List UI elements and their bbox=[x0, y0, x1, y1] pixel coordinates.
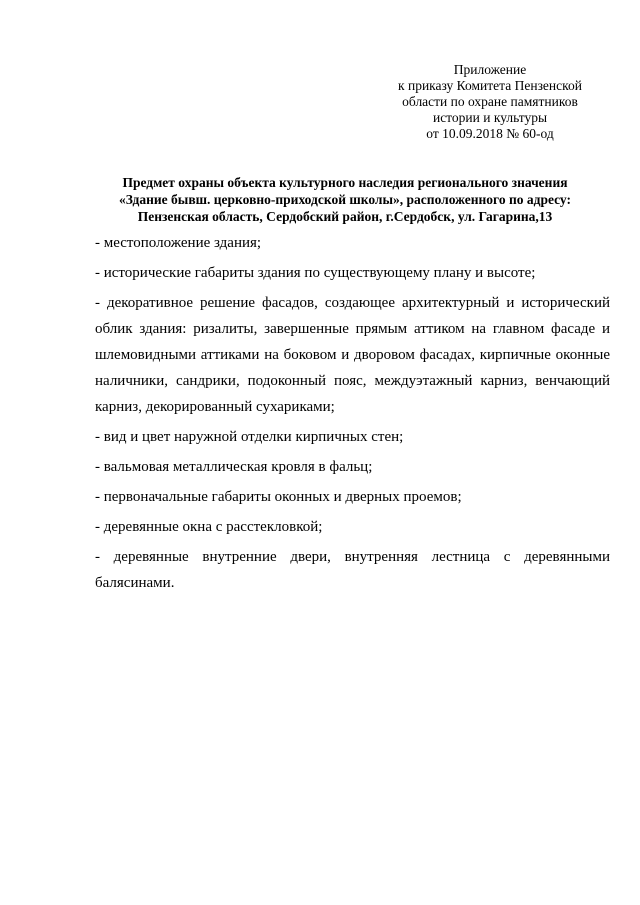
appendix-line: области по охране памятников bbox=[402, 94, 578, 109]
appendix-line: истории и культуры bbox=[432, 110, 548, 125]
appendix-block bbox=[390, 62, 590, 142]
list-item: - местоположение здания; bbox=[95, 235, 262, 251]
appendix-line: Приложение bbox=[453, 62, 527, 77]
list-item: - вальмовая металлическая кровля в фальц; bbox=[95, 459, 373, 475]
document-title bbox=[90, 174, 600, 225]
title-line: Предмет охраны объекта культурного наследия регионального значения bbox=[122, 175, 568, 190]
list-item: - вид и цвет наружной отделки кирпичных стен; bbox=[95, 429, 404, 445]
title-line: Пензенская область, Сердобский район, г.Сердобск, ул. Гагарина,13 bbox=[137, 209, 553, 224]
appendix-line: к приказу Комитета Пензенской bbox=[398, 78, 582, 93]
list-item: - деревянные внутренние двери, внутренняя лестница с деревянными балясинами. bbox=[95, 549, 610, 591]
list-item: - деревянные окна с расстекловкой; bbox=[95, 519, 323, 535]
list-item: - декоративное решение фасадов, создающее архитектурный и исторический облик здания: ризалиты, завершенные прямым аттиком на главном фасаде и шлемовидными аттиками на боковом и дворовом фасадах, кирпичные оконные наличники, сандрики, подоконный пояс, междуэтажный карниз, венчающий карниз, декорированный сухариками; bbox=[95, 295, 610, 415]
title-line: «Здание бывш. церковно-приходской школы», расположенного по адресу: bbox=[119, 192, 571, 207]
list-item: - исторические габариты здания по существующему плану и высоте; bbox=[95, 265, 536, 281]
appendix-line: от 10.09.2018 № 60-од bbox=[426, 126, 554, 141]
protection-items-list bbox=[95, 230, 610, 600]
list-item: - первоначальные габариты оконных и дверных проемов; bbox=[95, 489, 462, 505]
